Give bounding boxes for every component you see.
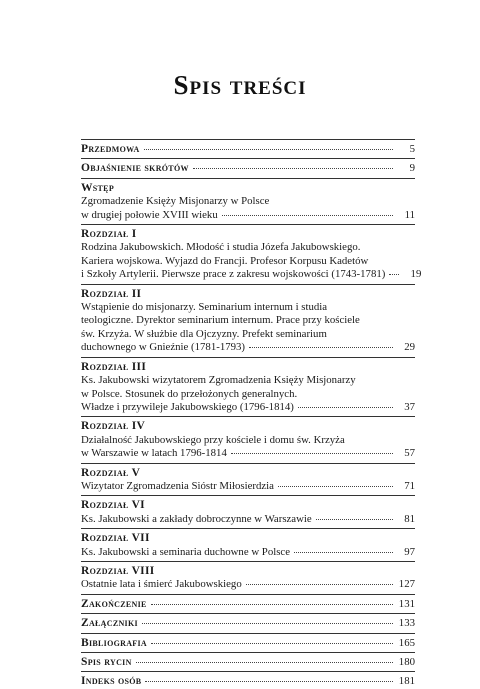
toc-entry-line: Ostatnie lata i śmierć Jakubowskiego (81, 578, 242, 591)
toc-entry[interactable] (81, 655, 415, 669)
toc-heading: Wstęp (81, 181, 115, 194)
toc-entry-final-row (81, 161, 415, 175)
toc-entry-final-row (81, 655, 415, 669)
toc-separator (81, 224, 415, 225)
toc-heading: Rozdział VI (81, 499, 145, 512)
toc-page-number: 19 (410, 268, 422, 281)
toc-entry[interactable] (81, 287, 415, 355)
toc-heading: Rozdział VIII (81, 564, 155, 577)
toc-heading: Rozdział III (81, 360, 147, 373)
toc-separator (81, 416, 415, 417)
toc-entry-final-row (81, 616, 415, 630)
toc-page-number: 57 (404, 447, 415, 460)
toc-page-number: 9 (409, 162, 415, 175)
toc-entry-line: w Warszawie w latach 1796-1814 (81, 447, 227, 460)
toc-heading: Rozdział IV (81, 420, 146, 433)
toc-separator (81, 613, 415, 614)
toc-separator (81, 158, 415, 159)
dot-leader (151, 643, 393, 644)
toc-entry[interactable] (81, 636, 415, 650)
toc-entry-final-row (81, 636, 415, 650)
toc-entry[interactable] (81, 419, 415, 460)
table-of-contents (81, 139, 422, 689)
toc-entry[interactable] (81, 597, 415, 611)
toc-entry[interactable] (81, 616, 415, 630)
toc-entry-line: w drugiej połowie XVIII wieku (81, 208, 218, 221)
toc-entry-final-row (81, 209, 415, 222)
toc-entry[interactable] (81, 227, 422, 282)
dot-leader (316, 519, 393, 520)
toc-entry-final-row (81, 597, 415, 611)
dot-leader (144, 149, 393, 150)
toc-entry-line: w Polsce. Stosunek do przełożonych generalnych. (81, 387, 298, 400)
toc-separator (81, 284, 415, 285)
toc-entry-final-row (81, 513, 415, 526)
toc-entry-final-row (81, 447, 415, 460)
toc-page-number: 127 (398, 578, 415, 591)
dot-leader (298, 407, 393, 408)
toc-entry-line: Kariera wojskowa. Wyjazd do Francji. Profesor Korpusu Kadetów (81, 254, 369, 267)
dot-leader (142, 623, 393, 624)
toc-separator (81, 528, 415, 529)
toc-entry-line: duchownego w Gnieźnie (1781-1793) (81, 341, 246, 354)
toc-entry-line: Ks. Jakubowski a seminaria duchowne w Polsce (81, 545, 290, 558)
toc-separator (81, 561, 415, 562)
toc-page-number: 81 (404, 512, 415, 525)
toc-entry-line: Ks. Jakubowski a zakłady dobroczynne w Warszawie (81, 512, 312, 525)
toc-entry[interactable] (81, 142, 415, 156)
toc-separator (81, 139, 415, 140)
toc-page-number: 71 (404, 479, 415, 492)
toc-page-number: 165 (398, 636, 415, 649)
toc-page-number: 37 (404, 400, 415, 413)
toc-page-number: 181 (398, 675, 415, 688)
toc-heading: Rozdział II (81, 287, 142, 300)
toc-entry-final-row (81, 674, 415, 688)
toc-heading: Rozdział I (81, 228, 137, 241)
toc-entry[interactable] (81, 161, 415, 175)
toc-entry-line: i Szkoły Artylerii. Pierwsze prace z zakresu wojskowości (1743-1781) (81, 268, 386, 281)
toc-separator (81, 652, 415, 653)
dot-leader (151, 604, 393, 605)
toc-entry[interactable] (81, 564, 415, 592)
toc-entry-final-row (81, 578, 415, 591)
toc-page-number: 5 (409, 143, 415, 155)
dot-leader (193, 168, 393, 169)
dot-leader (246, 584, 393, 585)
toc-entry-final-row (81, 480, 415, 493)
toc-entry-line: Zgromadzenie Księży Misjonarzy w Polsce (81, 195, 270, 208)
toc-separator (81, 633, 415, 634)
toc-entry[interactable] (81, 674, 415, 688)
toc-separator (81, 594, 415, 595)
toc-entry-line: św. Krzyża. W służbie dla Ojczyzny. Prefekt seminarium (81, 327, 327, 340)
dot-leader (136, 662, 393, 663)
toc-entry-final-row (81, 401, 415, 414)
toc-page-number: 11 (404, 208, 415, 221)
toc-entry-line: Wstąpienie do misjonarzy. Seminarium internum i studia (81, 301, 328, 314)
toc-page-number: 133 (398, 617, 415, 630)
toc-heading: Bibliografia (81, 636, 147, 649)
toc-entry[interactable] (81, 498, 415, 526)
page-title: Spis treści (173, 70, 307, 100)
dot-leader (249, 347, 393, 348)
dot-leader (231, 453, 393, 454)
toc-separator (81, 671, 415, 672)
toc-separator (81, 357, 415, 358)
toc-entry[interactable] (81, 360, 415, 415)
toc-entry-final-row (81, 268, 422, 281)
dot-leader (222, 215, 393, 216)
toc-entry-line: Działalność Jakubowskiego przy kościele i domu św. Krzyża (81, 433, 345, 446)
toc-entry-line: teologiczne. Dyrektor seminarium internum. Prace przy kościele (81, 314, 360, 327)
toc-entry-final-row (81, 341, 415, 354)
toc-page-number: 97 (404, 545, 415, 558)
dot-leader (389, 274, 399, 275)
toc-entry-line: Wizytator Zgromadzenia Sióstr Miłosierdzia (81, 479, 274, 492)
toc-heading: Zakończenie (81, 597, 147, 610)
toc-page-number: 180 (398, 656, 415, 668)
dot-leader (278, 486, 393, 487)
dot-leader (294, 552, 393, 553)
toc-heading: Spis rycin (81, 656, 132, 668)
toc-heading: Indeks osób (81, 675, 142, 688)
toc-entry-line: Ks. Jakubowski wizytatorem Zgromadzenia Księży Misjonarzy (81, 374, 356, 387)
toc-page-number: 29 (404, 341, 415, 354)
toc-heading: Rozdział VII (81, 532, 150, 545)
toc-separator (81, 495, 415, 496)
toc-entry[interactable] (81, 531, 415, 559)
toc-heading: Rozdział V (81, 466, 141, 479)
toc-entry[interactable] (81, 181, 415, 222)
toc-separator (81, 463, 415, 464)
toc-entry-line: Rodzina Jakubowskich. Młodość i studia Józefa Jakubowskiego. (81, 241, 361, 254)
toc-page-number: 131 (398, 597, 415, 610)
toc-entry[interactable] (81, 466, 415, 494)
toc-heading: Załączniki (81, 617, 138, 630)
toc-heading: Objaśnienie skrótów (81, 162, 189, 175)
toc-entry-line: Władze i przywileje Jakubowskiego (1796-1814) (81, 400, 294, 413)
toc-heading: Przedmowa (81, 143, 140, 155)
toc-entry-final-row (81, 142, 415, 156)
toc-entry-final-row (81, 546, 415, 559)
dot-leader (145, 681, 393, 682)
toc-separator (81, 178, 415, 179)
